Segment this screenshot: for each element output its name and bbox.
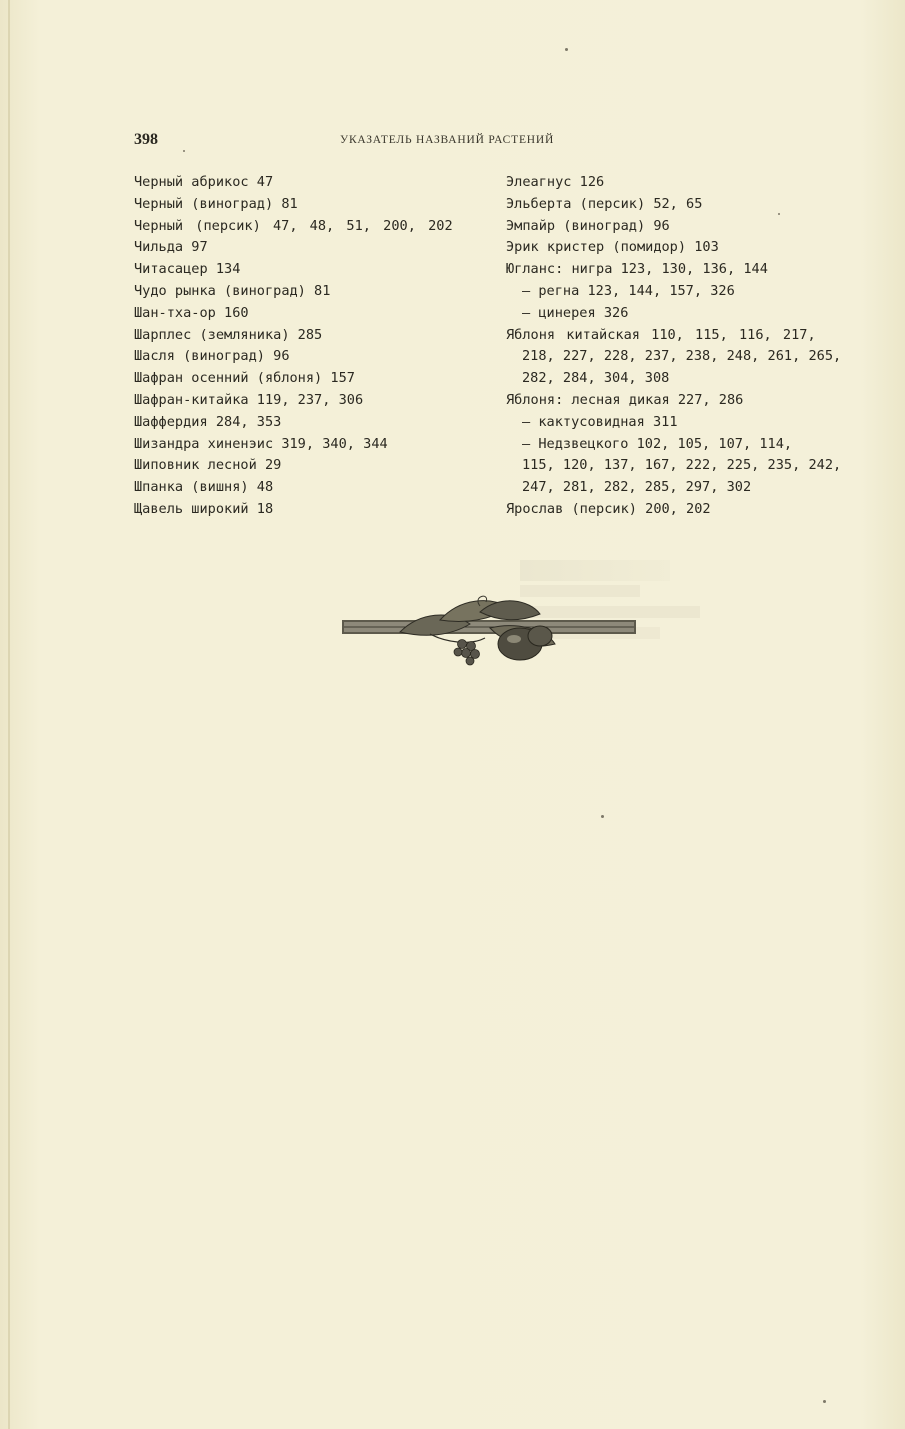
- index-entry: Шан-тха-ор 160: [134, 304, 249, 321]
- index-entry: Яблоня: лесная дикая 227, 286: [506, 391, 744, 408]
- page-edge: [8, 0, 10, 1429]
- index-entry-continuation: 218, 227, 228, 237, 238, 248, 261, 265,: [522, 348, 842, 365]
- index-entry: Читасацер 134: [134, 261, 241, 278]
- fruit-branch-vignette-icon: [340, 592, 640, 672]
- index-entry: Шафран осенний (яблоня) 157: [134, 370, 355, 387]
- index-column-left: [134, 172, 484, 521]
- index-entry: Ярослав (персик) 200, 202: [506, 500, 711, 517]
- index-entry: Шарплес (земляника) 285: [134, 326, 323, 343]
- index-entry: Шпанка (вишня) 48: [134, 479, 274, 496]
- index-entry: Черный абрикос 47: [134, 174, 274, 190]
- index-entry: Шасля (виноград) 96: [134, 348, 290, 365]
- index-entry: Черный (виноград) 81: [134, 195, 298, 212]
- index-subentry: — Недзвецкого 102, 105, 107, 114,: [522, 435, 793, 452]
- index-entry: Щавель широкий 18: [134, 500, 274, 517]
- paper-speck: [183, 150, 185, 152]
- index-entry-continuation: 282, 284, 304, 308: [522, 370, 670, 387]
- index-entry: Чудо рынка (виноград) 81: [134, 282, 331, 299]
- index-entry-continuation: 115, 120, 137, 167, 222, 225, 235, 242,: [522, 457, 842, 474]
- index-entry: Шаффердия 284, 353: [134, 413, 282, 430]
- index-entry: Шизандра хиненэис 319, 340, 344: [134, 435, 388, 452]
- index-entry: Эмпайр (виноград) 96: [506, 217, 670, 234]
- index-entry: Эльберта (персик) 52, 65: [506, 195, 703, 212]
- paper-speck: [565, 48, 568, 51]
- index-entry-continuation: 247, 281, 282, 285, 297, 302: [522, 479, 752, 496]
- index-entry: Югланс: нигра 123, 130, 136, 144: [506, 261, 768, 278]
- paper-speck: [823, 1400, 826, 1403]
- paper-speck: [778, 213, 780, 215]
- paper-speck: [601, 815, 604, 818]
- index-entry: Эрик кристер (помидор) 103: [506, 239, 719, 256]
- index-entry: Чильда 97: [134, 239, 208, 256]
- running-title: УКАЗАТЕЛЬ НАЗВАНИЙ РАСТЕНИЙ: [340, 134, 555, 146]
- index-subentry: — кактусовидная 311: [522, 413, 678, 430]
- index-entry: Шиповник лесной 29: [134, 457, 282, 474]
- index-entry: Яблоня китайская 110, 115, 116, 217,: [506, 326, 816, 343]
- index-entry: Элеагнус 126: [506, 174, 605, 190]
- index-column-right: [506, 172, 856, 521]
- page-number: 398: [134, 131, 158, 148]
- index-entry: Черный (персик) 47, 48, 51, 200, 202: [134, 217, 453, 234]
- index-entry: Шафран-китайка 119, 237, 306: [134, 391, 364, 408]
- index-subentry: — регна 123, 144, 157, 326: [522, 282, 735, 299]
- index-subentry: — цинерея 326: [522, 304, 629, 321]
